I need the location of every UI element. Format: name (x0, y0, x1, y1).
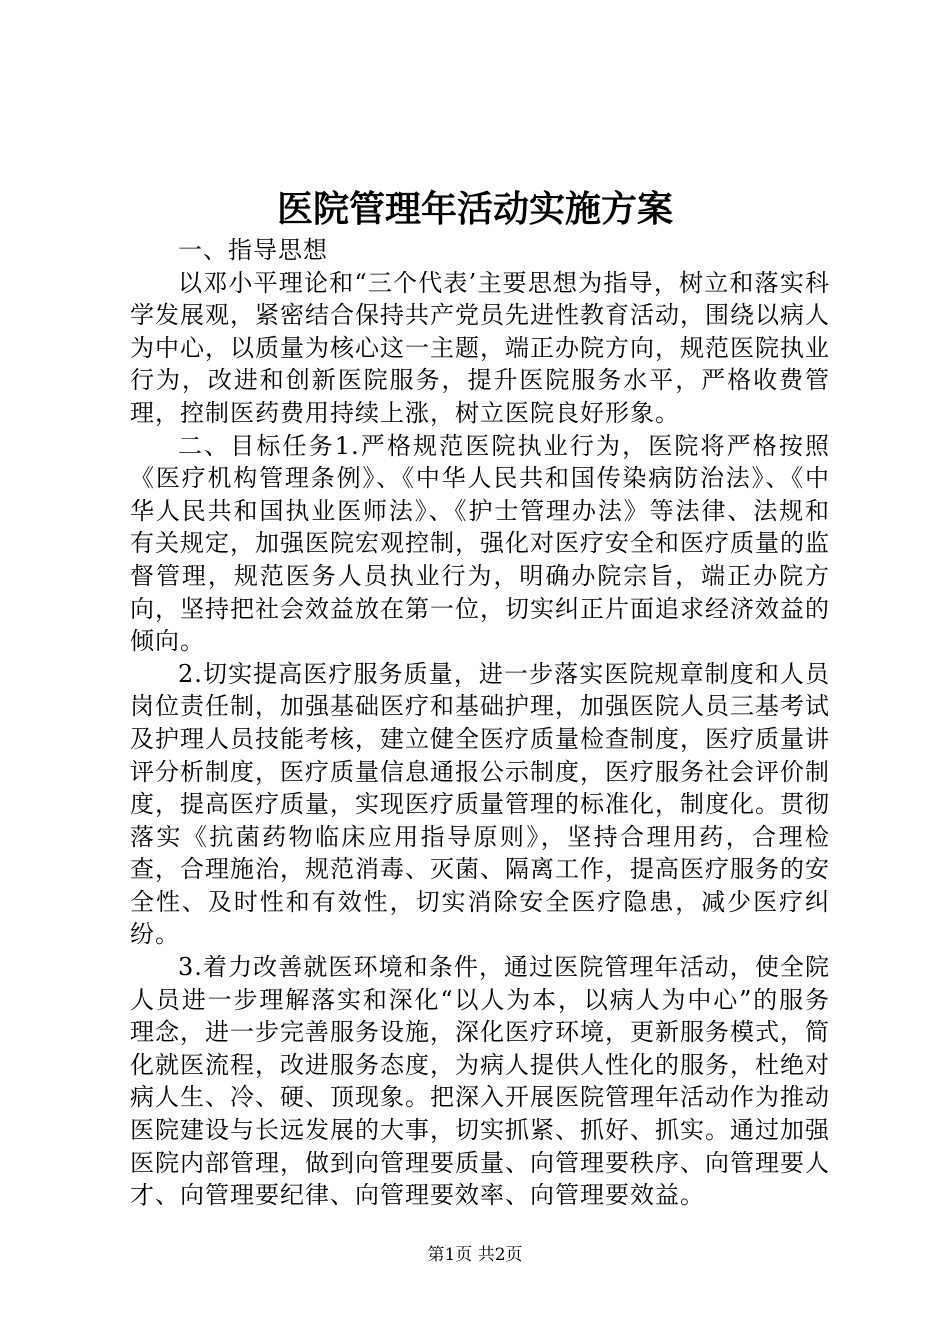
page-number-footer: 第1页 共2页 (427, 1245, 523, 1265)
section-heading-guiding-ideology: 一、指导思想 (178, 236, 328, 264)
paragraph-goals-task-1: 二、目标任务1.严格规范医院执业行为，医院将严格按照《医疗机构管理条例》、《中华人民共和国传染病防治法》、《中华人民共和国执业医师法》、《护士管理办法》等法律、法规和有关规定，加强医院宏观控制，强化对医疗安全和医疗质量的监督管理，规范医务人员执业行为，明确办院宗旨，端正办院方向，坚持把社会效益放在第一位，切实纠正片面追求经济效益的倾向。 (130, 431, 830, 656)
paragraph-guiding-ideology: 以邓小平理论和“三个代表’主要思想为指导，树立和落实科学发展观，紧密结合保持共产党员先进性教育活动，围绕以病人为中心，以质量为核心这一主题，端正办院方向，规范医院执业行为，改进和创新医院服务，提升医院服务水平，严格收费管理，控制医药费用持续上涨，树立医院良好形象。 (130, 268, 830, 427)
document-body (130, 234, 830, 1212)
paragraph-goals-task-3: 3.着力改善就医环境和条件，通过医院管理年活动，使全院人员进一步理解落实和深化“以人为本，以病人为中心”的服务理念，进一步完善服务设施，深化医疗环境，更新服务模式，简化就医流程，改进服务态度，为病人提供人性化的服务，杜绝对病人生、冷、硬、顶现象。把深入开展医院管理年活动作为推动医院建设与长远发展的大事，切实抓紧、抓好、抓实。通过加强医院内部管理，做到向管理要质量、向管理要秩序、向管理要人才、向管理要纪律、向管理要效率、向管理要效益。 (130, 953, 830, 1210)
document-title: 医院管理年活动实施方案 (276, 188, 673, 230)
paragraph-goals-task-2: 2.切实提高医疗服务质量，进一步落实医院规章制度和人员岗位责任制，加强基础医疗和基础护理，加强医院人员三基考试及护理人员技能考核，建立健全医疗质量检查制度，医疗质量讲评分析制度，医疗质量信息通报公示制度，医疗服务社会评价制度，提高医疗质量，实现医疗质量管理的标准化，制度化。贯彻落实《抗菌药物临床应用指导原则》，坚持合理用药，合理检查，合理施治，规范消毒、灭菌、隔离工作，提高医疗服务的安全性、及时性和有效性，切实消除安全医疗隐患，减少医疗纠纷。 (130, 659, 830, 949)
